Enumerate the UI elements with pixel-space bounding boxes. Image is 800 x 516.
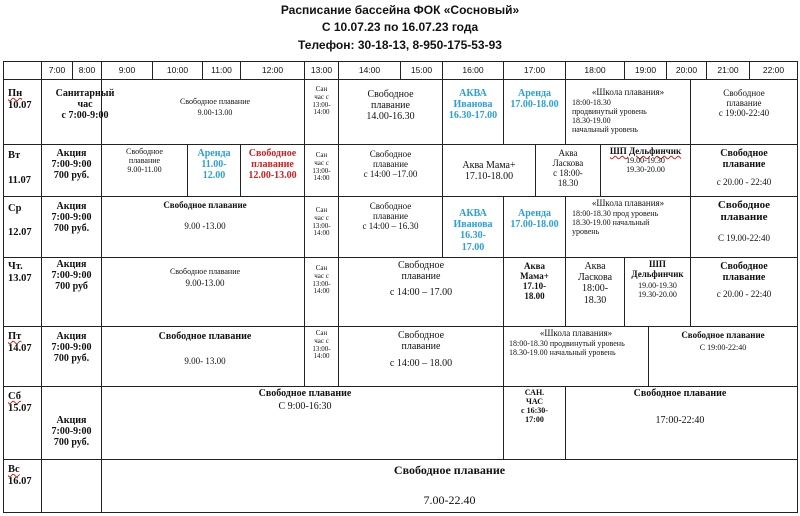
day-abbr: Сб xyxy=(8,391,21,402)
swim-school-times: 18:00-18.30 продвинутый уровень 18.30-19.00 начальный уровень xyxy=(509,339,625,357)
day-abbr: Пт xyxy=(8,331,22,342)
day-date: 13.07 xyxy=(8,272,32,284)
free-swim-title: Свободное плавание xyxy=(720,148,768,171)
free-swim-time: 7.00-22.40 xyxy=(423,493,476,507)
time-label: 9:00 xyxy=(118,65,136,75)
time-label: 12:00 xyxy=(261,65,284,75)
free-swim-time: с 20.00 - 22:40 xyxy=(716,177,772,187)
sanitary-hour-cell: Сан час с 13:00- 14:00 xyxy=(312,206,331,238)
swim-school-title: «Школа плавания» xyxy=(539,328,613,338)
day-abbr: Вт xyxy=(8,150,21,161)
time-label: 10:00 xyxy=(166,65,189,75)
free-swim-title: Свободное плавание xyxy=(717,199,771,224)
dolphin-school-times: 19.00-19.30 19.30-20.00 xyxy=(638,281,677,299)
time-label: 13:00 xyxy=(310,65,333,75)
time-label: 17:00 xyxy=(523,65,546,75)
free-swim-title: Свободное плавание xyxy=(163,200,247,210)
rent-cell: Аренда 11.00- 12.00 xyxy=(197,148,231,182)
dolphin-school-title: ШП Дельфинчик xyxy=(609,146,682,156)
free-swim-title: Свободное плавание xyxy=(158,331,252,342)
sanitary-hour-cell: Сан час с 13:00- 14:00 xyxy=(312,85,331,117)
free-swim-cell: Свободное плавание с 14:00 –17.00 xyxy=(363,149,418,180)
day-date: 11.07 xyxy=(8,175,32,186)
free-swim-time: 9.00-13.00 xyxy=(197,108,233,117)
promo-cell: Акция 7:00-9:00 700 руб. xyxy=(51,331,92,365)
free-swim-time: с 14:00 – 17.00 xyxy=(389,287,453,298)
time-label: 22:00 xyxy=(762,65,785,75)
free-swim-time: с 14:00 – 18.00 xyxy=(389,358,453,369)
day-date: 14.07 xyxy=(8,342,32,354)
promo-cell: Акция 7:00-9:00 700 руб. xyxy=(51,201,92,235)
free-swim-cell: Свободное плавание с 14:00 – 16.30 xyxy=(362,201,419,232)
time-label: 8:00 xyxy=(78,65,96,75)
time-label: 15:00 xyxy=(410,65,433,75)
free-swim-title: Свободное плавание xyxy=(179,97,251,106)
free-swim-title: Свободное плавание xyxy=(681,330,765,340)
time-label: 20:00 xyxy=(675,65,698,75)
free-swim-title: Свободное плавание xyxy=(169,267,241,276)
free-swim-cell: Свободное плавание 9.00-11.00 xyxy=(126,147,163,174)
aqua-mama-cell: Аква Мама+ 17.10- 18.00 xyxy=(520,261,549,302)
day-date: 10.07 xyxy=(8,99,32,111)
aqua-ivanova-cell: АКВА Иванова 16.30-17.00 xyxy=(448,88,498,122)
free-swim-title: Свободное плавание xyxy=(397,260,445,283)
rent-cell: Аренда 17.00-18.00 xyxy=(510,88,559,111)
dolphin-school-times: 19.00-19.30 19.30-20.00 xyxy=(626,156,665,174)
schedule-title: Расписание бассейна ФОК «Сосновый» xyxy=(280,3,520,17)
free-swim-time: с 20.00 - 22:40 xyxy=(716,289,772,299)
aqua-ivanova-cell: АКВА Иванова 16.30- 17.00 xyxy=(453,208,493,253)
promo-cell: Акция 7:00-9:00 700 руб. xyxy=(51,148,92,182)
time-label: 11:00 xyxy=(211,65,232,75)
free-swim-cell: Свободное плавание 14.00-16.30 xyxy=(366,89,415,123)
free-swim-time: 9.00-13.00 xyxy=(185,278,225,288)
sanitary-hour-cell: Сан час с 13:00- 14:00 xyxy=(312,264,331,296)
free-swim-time: С 19.00-22:40 xyxy=(717,233,770,243)
day-abbr: Пн xyxy=(8,88,23,99)
phone-line: Телефон: 30-18-13, 8-950-175-53-93 xyxy=(298,38,502,52)
day-date: 12.07 xyxy=(8,227,32,238)
swim-school-title: «Школа плавания» xyxy=(591,87,665,97)
free-swim-title: Свободное плавание xyxy=(258,388,352,399)
sanitary-hour-cell: Санитарный час с 7:00-9:00 xyxy=(55,88,115,122)
free-swim-time: С 19:00-22:40 xyxy=(699,343,747,352)
aqua-laskova-cell: Аква Ласкова с 18:00- 18.30 xyxy=(552,148,584,189)
day-date: 16.07 xyxy=(8,475,32,487)
free-swim-cell: Свободное плавание с 19:00-22:40 xyxy=(718,88,770,119)
free-swim-title: Свободное плавание xyxy=(397,330,445,353)
day-abbr: Чт. xyxy=(8,261,23,272)
free-swim-time: 17:00-22:40 xyxy=(655,415,705,426)
free-swim-title: Свободное плавание xyxy=(720,261,768,284)
aqua-mama-cell: Аква Мама+ 17.10-18.00 xyxy=(462,160,516,183)
sanitary-hour-cell: Сан час с 13:00- 14:00 xyxy=(312,151,331,183)
free-swim-time: 9.00- 13.00 xyxy=(184,356,226,366)
time-label: 14:00 xyxy=(358,65,381,75)
aqua-laskova-cell: Аква Ласкова 18:00- 18.30 xyxy=(577,261,613,306)
promo-cell: Акция 7:00-9:00 700 руб xyxy=(51,259,92,293)
free-swim-time: 9.00 -13.00 xyxy=(184,221,226,231)
dolphin-school-title: ШП Дельфинчик xyxy=(631,259,684,280)
rent-cell: Аренда 17.00-18.00 xyxy=(510,208,559,231)
free-swim-title: Свободное плавание xyxy=(633,388,727,399)
swim-school-title: «Школа плавания» xyxy=(591,198,665,208)
time-label: 19:00 xyxy=(634,65,657,75)
schedule-dates: С 10.07.23 по 16.07.23 года xyxy=(321,20,479,34)
time-label: 7:00 xyxy=(48,65,66,75)
promo-cell: Акция 7:00-9:00 700 руб. xyxy=(51,415,92,449)
swim-school-times: 18:00-18.30 прод уровень 18.30-19.00 начальный уровень xyxy=(572,209,659,236)
sanitary-hour-cell: Сан час с 13:00- 14:00 xyxy=(312,329,331,361)
free-swim-time: С 9:00-16:30 xyxy=(278,401,332,412)
swim-school-times: 18:00-18.30 продвинутый уровень 18.30-19.00 начальный уровень xyxy=(572,98,647,134)
free-swim-red-cell: Свободное плавание 12.00-13.00 xyxy=(248,148,297,182)
time-label: 18:00 xyxy=(584,65,606,75)
day-abbr: Ср xyxy=(8,203,22,214)
time-label: 16:00 xyxy=(462,65,484,75)
day-date: 15.07 xyxy=(8,402,32,414)
time-label: 21:00 xyxy=(717,65,739,75)
day-abbr: Вс xyxy=(8,464,20,475)
free-swim-title: Свободное плавание xyxy=(393,463,506,477)
sanitary-hour-cell: САН. ЧАС с 16:30- 17:00 xyxy=(521,388,548,424)
